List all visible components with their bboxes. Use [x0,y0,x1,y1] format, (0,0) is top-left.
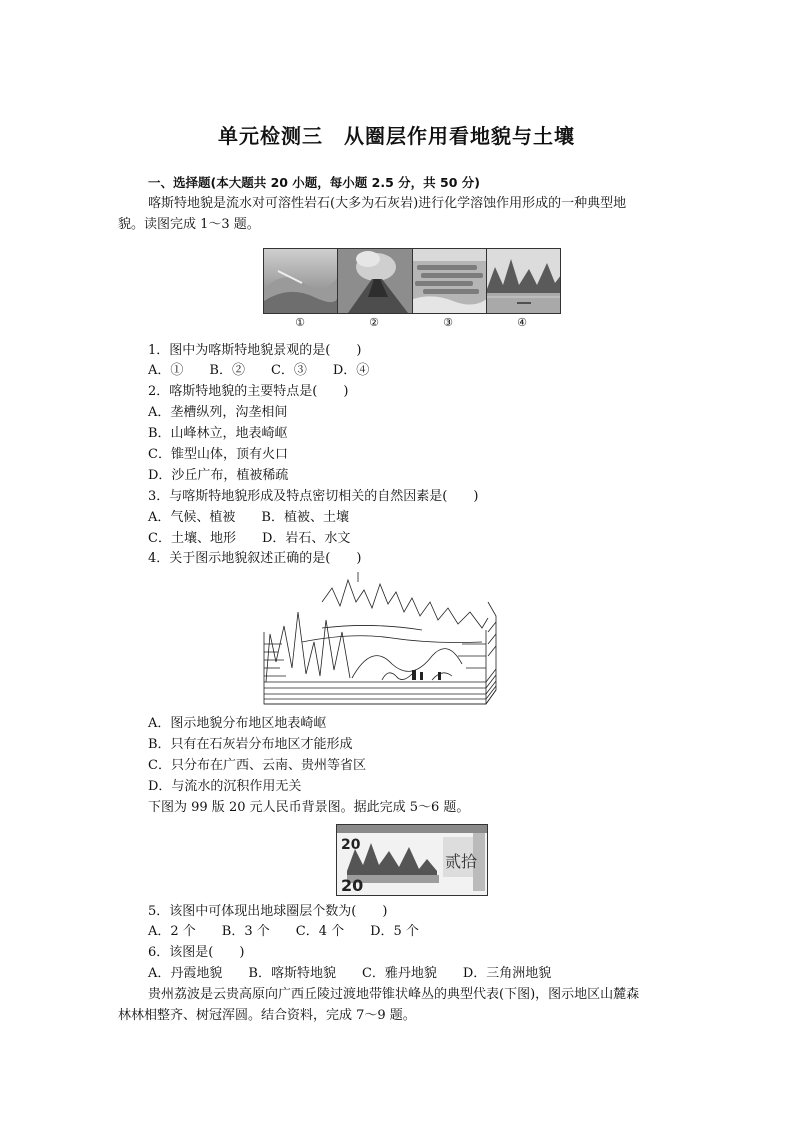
intro-paragraph-line: 贵州荔波是云贵高原向广西丘陵过渡地带锥状峰丛的典型代表(下图)，图示地区山麓森 [148,987,640,1002]
question-options: A．气候、植被 B．植被、土壤 [148,510,349,525]
option-d: D．与流水的沉积作用无关 [148,779,302,794]
option-c: C．锥型山体，顶有火口 [148,447,288,462]
option-b: B．山峰林立，地表崎岖 [148,426,288,441]
intro-paragraph-line: 貌。读图完成 1～3 题。 [118,217,260,232]
desert-dunes-photo [264,249,338,313]
question-stem: 1．图中为喀斯特地貌景观的是( ) [148,343,362,358]
banknote-value-bottom: 20 [341,876,364,895]
option-b: B．只有在石灰岩分布地区才能形成 [148,737,353,752]
option-c: C．只分布在广西、云南、贵州等省区 [148,758,366,773]
intro-paragraph-line: 下图为 99 版 20 元人民币背景图。据此完成 5～6 题。 [148,800,470,815]
section-heading: 一、选择题(本大题共 20 小题，每小题 2.5 分，共 50 分) [148,175,480,190]
landform-photo-strip [263,248,561,314]
intro-paragraph-line: 喀斯特地貌是流水对可溶性岩石(大多为石灰岩)进行化学溶蚀作用形成的一种典型地 [148,196,627,211]
banknote-value-top: 20 [341,837,361,853]
volcano-photo [338,249,412,313]
intro-paragraph-line: 林林相整齐、树冠浑圆。结合资料，完成 7～9 题。 [118,1008,416,1023]
question-stem: 3．与喀斯特地貌形成及特点密切相关的自然因素是( ) [148,489,479,504]
option-a: A．垄槽纵列，沟垄相间 [148,405,288,420]
yardang-photo [413,249,487,313]
question-stem: 2．喀斯特地貌的主要特点是( ) [148,384,349,399]
karst-peaks-photo [487,249,560,313]
question-options: A．2 个 B．3 个 C．4 个 D．5 个 [148,924,419,939]
question-options: A．① B．② C．③ D．④ [148,363,370,378]
karst-block-diagram [262,572,498,710]
question-options: A．丹霞地貌 B．喀斯特地貌 C．雅丹地貌 D．三角洲地貌 [148,966,552,981]
option-a: A．图示地貌分布地区地表崎岖 [148,716,327,731]
question-options: C．土壤、地形 D．岩石、水文 [148,531,351,546]
photo-label: ③ [443,316,453,329]
photo-label: ① [295,316,305,329]
photo-label: ④ [517,316,527,329]
photo-label: ② [369,316,379,329]
photo-labels [263,316,559,329]
question-stem: 6．该图是( ) [148,945,245,960]
question-stem: 4．关于图示地貌叙述正确的是( ) [148,551,362,566]
option-d: D．沙丘广布，植被稀疏 [148,468,289,483]
banknote-chars: 贰拾 [445,852,478,871]
question-stem: 5．该图中可体现出地球圈层个数为( ) [148,904,388,919]
banknote-image [336,824,488,896]
page-title: 单元检测三 从圈层作用看地貌与土壤 [218,124,575,148]
